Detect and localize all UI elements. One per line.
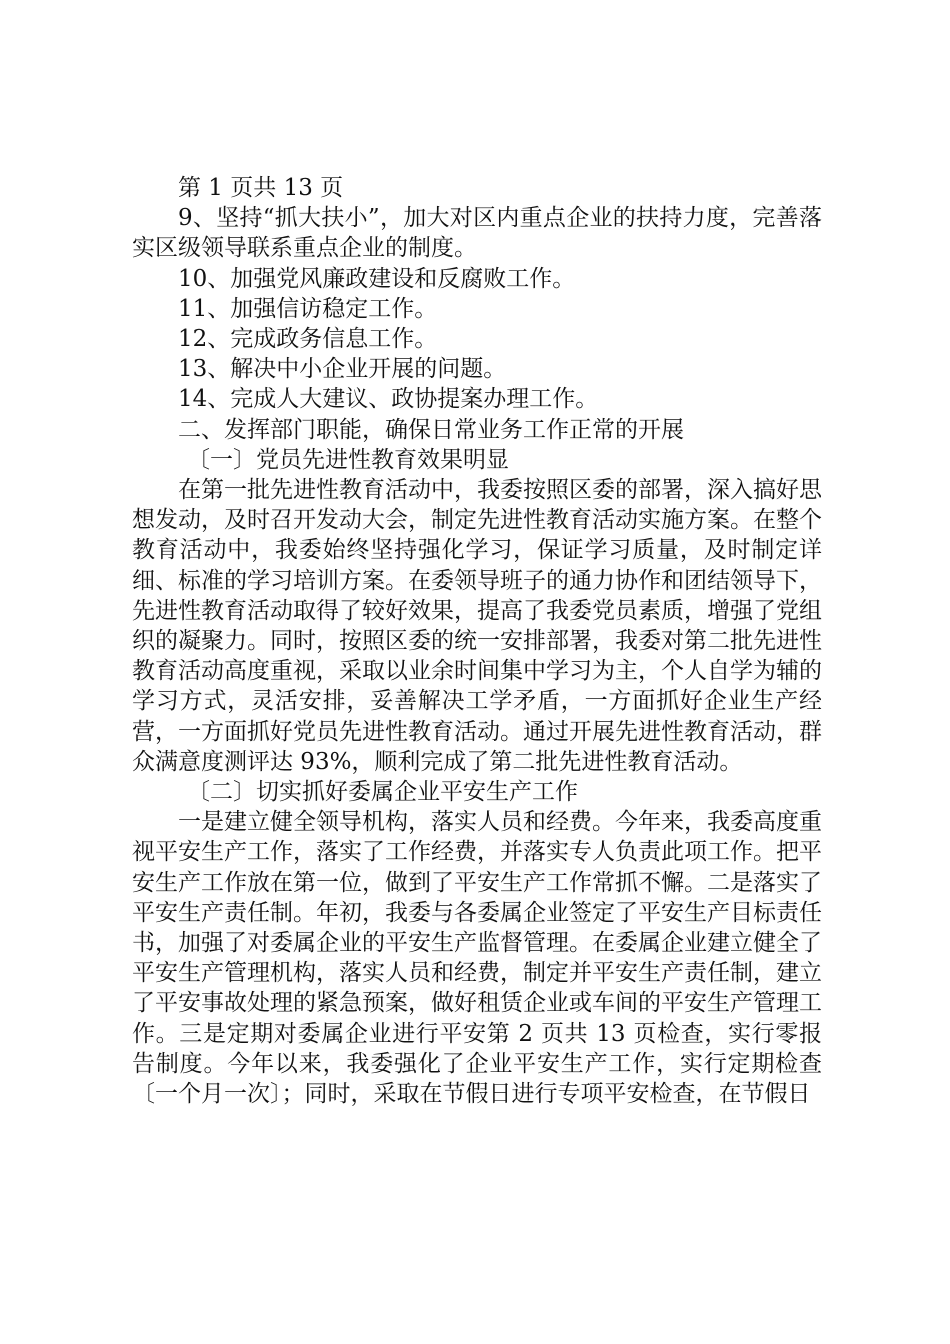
list-item: 10、加强党风廉政建设和反腐败工作。 — [178, 265, 576, 292]
list-item: 13、解决中小企业开展的问题。 — [178, 356, 507, 383]
section-heading: 二、发挥部门职能，确保日常业务工作正常的开展 — [178, 416, 684, 443]
list-item: 14、完成人大建议、政协提案办理工作。 — [178, 386, 599, 413]
list-item: 9、坚持“抓大扶小”，加大对区内重点企业的扶持力度，完善落实区级领导联系重点企业的制度。 — [132, 205, 822, 262]
subsection-heading: 〔一〕党员先进性教育效果明显 — [187, 446, 509, 473]
document-page — [132, 173, 822, 1109]
body-paragraph: 在第一批先进性教育活动中，我委按照区委的部署，深入搞好思想发动，及时召开发动大会，制定先进性教育活动实施方案。在整个教育活动中，我委始终坚持强化学习，保证学习质量，及时制定详细、标准的学习培训方案。在委领导班子的通力协作和团结领导下，先进性教育活动取得了较好效果，提高了我委党员素质，增强了党组织的凝聚力。同时，按照区委的统一安排部署，我委对第二批先进性教育活动高度重视，采取以业余时间集中学习为主，个人自学为辅的学习方式，灵活安排，妥善解决工学矛盾，一方面抓好企业生产经营，一方面抓好党员先进性教育活动。通过开展先进性教育活动，群众满意度测评达 93%，顺利完成了第二批先进性教育活动。 — [132, 477, 822, 775]
list-item: 12、完成政务信息工作。 — [178, 326, 438, 353]
list-item: 11、加强信访稳定工作。 — [178, 295, 438, 322]
subsection-heading: 〔二〕切实抓好委属企业平安生产工作 — [187, 779, 578, 806]
body-paragraph: 一是建立健全领导机构，落实人员和经费。今年来，我委高度重视平安生产工作，落实了工作经费，并落实专人负责此项工作。把平安生产工作放在第一位，做到了平安生产工作常抓不懈。二是落实了平安生产责任制。年初，我委与各委属企业签定了平安生产目标责任书，加强了对委属企业的平安生产监督管理。在委属企业建立健全了平安生产管理机构，落实人员和经费，制定并平安生产责任制，建立了平安事故处理的紧急预案，做好租赁企业或车间的平安生产管理工作。三是定期对委属企业进行平安第 2 页共 13 页检查，实行零报告制度。今年以来，我委强化了企业平安生产工作，实行定期检查〔一个月一次〕；同时，采取在节假日进行专项平安检查，在节假日 — [132, 809, 822, 1108]
page-marker: 第 1 页共 13 页 — [178, 175, 344, 201]
